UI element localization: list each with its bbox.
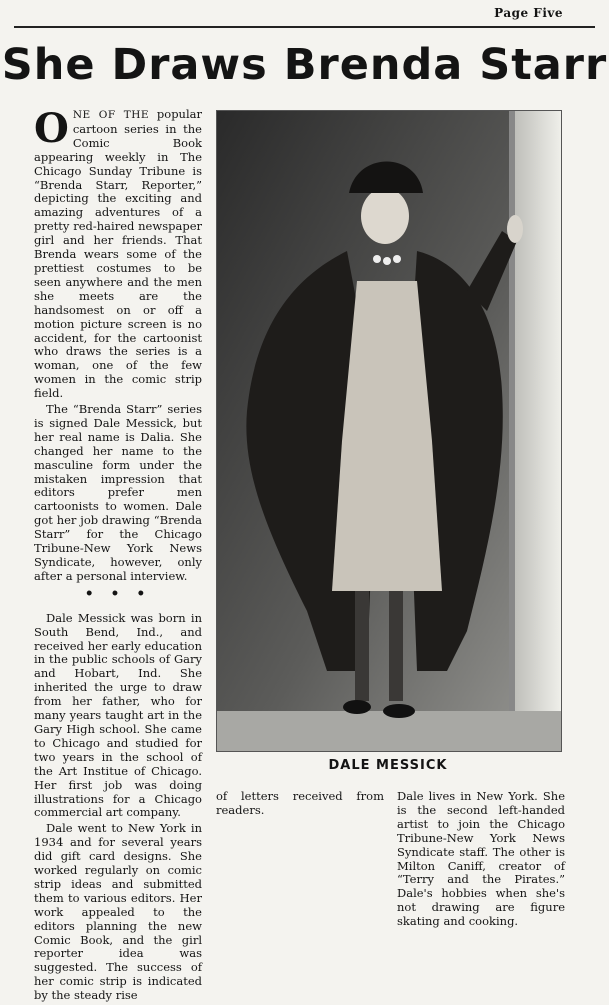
- paragraph-5: Dale lives in New York. She is the second left-handed artist to join the Chicago Tribune-New York News Syndicate staff. The other is Milton Caniff, creator of “Terry and the Pirates.” Dale's hobbies when she's not drawing are figure skating and cooking.: [397, 789, 565, 929]
- section-separator: • • •: [84, 585, 152, 602]
- paragraph-4: Dale went to New York in 1934 and for several years did gift card designs. She worked regularly on comic strip ideas and submitted them to various editors. Her work appealed to the editors planning the new Comic Book, and the girl reporter idea was suggested. The success of her comic strip is indicated by the steady rise: [34, 821, 202, 1003]
- header-rule: [14, 26, 595, 28]
- article-column-3: [397, 790, 565, 931]
- photo-caption: DALE MESSICK: [328, 758, 448, 773]
- headline: She Draws Brenda Starr: [1, 40, 608, 90]
- page-number: Page Five: [494, 6, 563, 20]
- paragraph-2: The “Brenda Starr” series is signed Dale Messick, but her real name is Dalia. She changed her name to the masculine form under the mistaken impression that editors prefer men cartoonists to women. Dale got her job drawing “Brenda Starr” for the Chicago Tribune-New York News Syndicate, however, only after a personal interview.: [34, 402, 202, 583]
- article-column-1-top: [34, 105, 202, 1005]
- lead-paragraph: [34, 105, 202, 401]
- paragraph-3: Dale Messick was born in South Bend, Ind., and received her early education in the public schools of Gary and Hobart, Ind. She inherited the urge to draw from her father, who for many years taught art in the Gary High school. She came to Chicago and studied for two years in the school of the Art Institue of Chicago. Her first job was doing illustrations for a Chicago commercial art company.: [34, 610, 202, 820]
- lead-paragraph-text: popular cartoon series in the Comic Book appearing weekly in The Chicago Sunday Tribune is “Brenda Starr, Reporter,” depicting the exciting and amazing adventures of a pretty red-haired newspaper girl and her friends. That Brenda wears some of the prettiest costumes to be seen anywhere and the men she meets are the handsomest on or off a motion picture screen is no accident, for the cartoonist who draws the series is a woman, one of the few women in the comic strip field.: [34, 107, 202, 401]
- portrait-photo: [216, 110, 562, 752]
- lead-caps: NE OF THE: [72, 109, 150, 121]
- drop-cap: O: [34, 105, 69, 152]
- paragraph-4-continued: of letters received from readers.: [216, 789, 384, 817]
- article-column-2: [216, 790, 384, 820]
- photograph-icon: [217, 111, 561, 751]
